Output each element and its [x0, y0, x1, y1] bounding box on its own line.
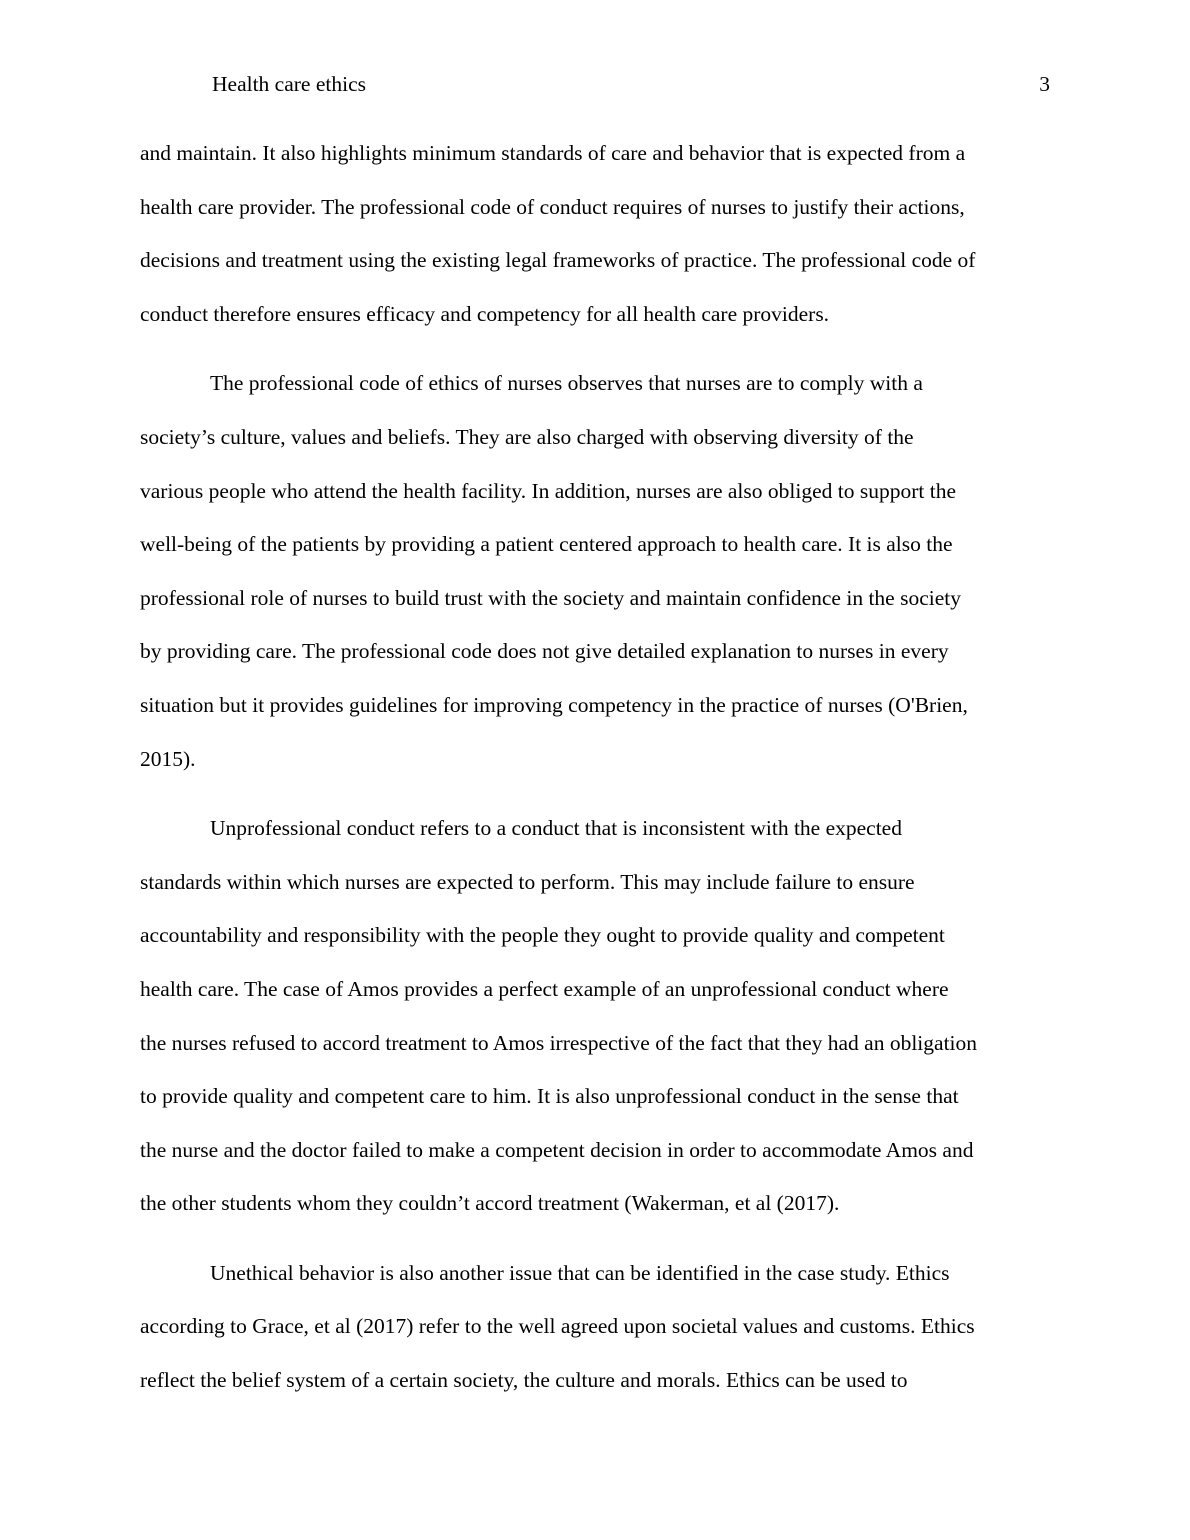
text-line: the nurses refused to accord treatment to Amos irrespective of the fact that they had an obligation [140, 1030, 978, 1055]
text-line: Unprofessional conduct refers to a conduct that is inconsistent with the expected [210, 816, 902, 841]
text-line: accountability and responsibility with the people they ought to provide quality and competent [140, 923, 945, 948]
text-line: The professional code of ethics of nurses observes that nurses are to comply with a [210, 371, 923, 396]
text-line: the nurse and the doctor failed to make a competent decision in order to accommodate Amos and [140, 1137, 974, 1162]
text-line: situation but it provides guidelines for improving competency in the practice of nurses (O'Brien, [140, 692, 968, 717]
text-line: 2015). [140, 746, 196, 771]
text-line: according to Grace, et al (2017) refer to the well agreed upon societal values and customs. Ethics [140, 1314, 975, 1339]
paragraph-code-of-ethics [140, 357, 1050, 786]
text-line: and maintain. It also highlights minimum standards of care and behavior that is expected from a [140, 141, 966, 165]
running-head: Health care ethics [212, 72, 366, 96]
text-line: standards within which nurses are expected to perform. This may include failure to ensure [140, 869, 915, 894]
paragraph-spacing [140, 1231, 1050, 1247]
text-line: various people who attend the health facility. In addition, nurses are also obliged to support the [140, 478, 956, 503]
text-line: reflect the belief system of a certain society, the culture and morals. Ethics can be used to [140, 1368, 908, 1393]
text-line: decisions and treatment using the existing legal frameworks of practice. The professional code of [140, 248, 976, 273]
text-line: well-being of the patients by providing a patient centered approach to health care. It is also the [140, 532, 953, 557]
text-line: Unethical behavior is also another issue that can be identified in the case study. Ethics [210, 1260, 950, 1285]
text-line: health care. The case of Amos provides a perfect example of an unprofessional conduct where [140, 976, 949, 1001]
text-line: the other students whom they couldn’t accord treatment (Wakerman, et al (2017). [140, 1191, 840, 1216]
paragraph-spacing [140, 341, 1050, 357]
page-number: 3 [1039, 72, 1050, 96]
text-line: health care provider. The professional code of conduct requires of nurses to justify their actions, [140, 194, 965, 219]
text-line: society’s culture, values and beliefs. They are also charged with observing diversity of the [140, 424, 914, 449]
text-line: by providing care. The professional code does not give detailed explanation to nurses in every [140, 639, 949, 664]
body-text [140, 127, 1050, 1408]
paragraph-unethical-behavior [140, 1247, 1050, 1408]
text-line: to provide quality and competent care to him. It is also unprofessional conduct in the sense that [140, 1084, 959, 1109]
paragraph-spacing [140, 786, 1050, 802]
paragraph-unprofessional-conduct [140, 802, 1050, 1231]
text-line: professional role of nurses to build trust with the society and maintain confidence in the society [140, 585, 961, 610]
paragraph-continuation [140, 127, 1050, 341]
text-line: conduct therefore ensures efficacy and competency for all health care providers. [140, 301, 830, 326]
